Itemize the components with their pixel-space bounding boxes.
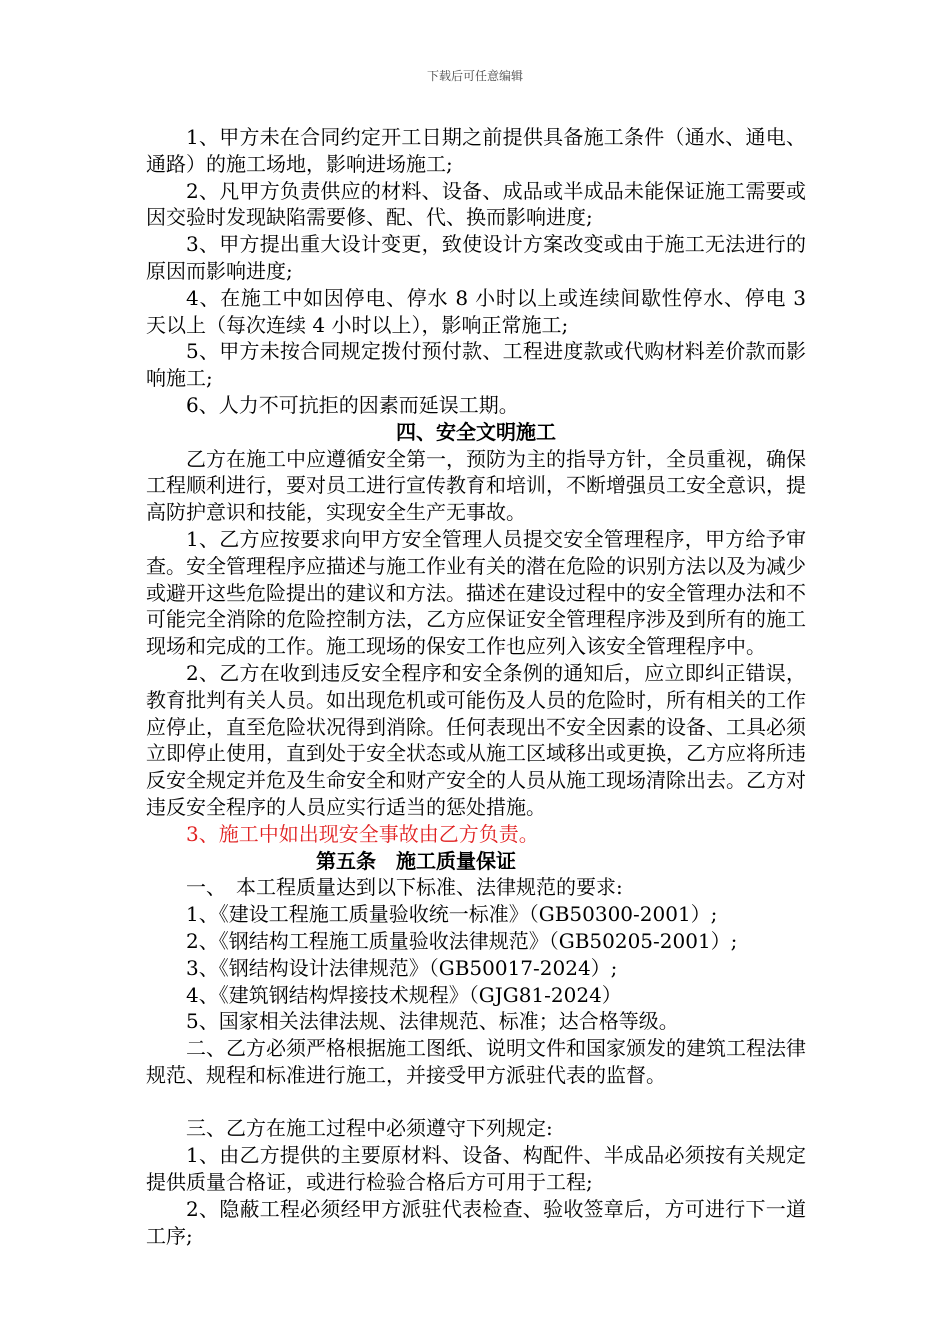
delay-clause-3: 3、甲方提出重大设计变更，致使设计方案改变或由于施工无法进行的原因而影响进度; (146, 232, 806, 283)
quality-standards-intro: 一、 本工程质量达到以下标准、法律规范的要求: (186, 875, 623, 900)
standard-item-3: 3、《钢结构设计法律规范》（GB50017-2024）; (186, 955, 618, 980)
section-heading-safety: 四、安全文明施工 (396, 419, 556, 444)
standard-item-2: 2、《钢结构工程施工质量验收法律规范》（GB50205-2001）; (186, 928, 738, 953)
quality-clause-three: 三、乙方在施工过程中必须遵守下列规定: (186, 1116, 553, 1141)
delay-clause-5: 5、甲方未按合同规定拨付预付款、工程进度款或代购材料差价款而影响施工; (146, 339, 806, 391)
delay-clause-6: 6、人力不可抗拒的因素而延误工期。 (186, 392, 519, 417)
quality-clause-two: 二、乙方必须严格根据施工图纸、说明文件和国家颁发的建筑工程法律规范、规程和标准进行施工，并接受甲方派驻代表的监督。 (146, 1036, 806, 1087)
blank-line (146, 1089, 806, 1116)
rule-item-1: 1、由乙方提供的主要原材料、设备、构配件、半成品必须按有关规定提供质量合格证，或进行检验合格后方可用于工程; (146, 1143, 806, 1195)
safety-intro: 乙方在施工中应遵循安全第一，预防为主的指导方针，全员重视，确保工程顺利进行，要对员工进行宣传教育和培训，不断增强员工安全意识，提高防护意识和技能，实现安全生产无事故。 (146, 446, 806, 525)
section-heading-quality: 第五条 施工质量保证 (316, 848, 516, 873)
standard-item-5: 5、国家相关法律法规、法律规范、标准；达合格等级。 (186, 1009, 679, 1034)
safety-clause-1: 1、乙方应按要求向甲方安全管理人员提交安全管理程序，甲方给予审查。安全管理程序应描述与施工作业有关的潜在危险的识别方法以及为减少或避开这些危险提出的建议和方法。描述在建设过程中的安全管理办法和不可能完全消除的危险控制方法，乙方应保证安全管理程序涉及到所有的施工现场和完成的工作。施工现场的保安工作也应列入该安全管理程序中。 (146, 526, 806, 659)
document-body (146, 124, 806, 1249)
standard-item-4: 4、《建筑钢结构焊接技术规程》（GJG81-2024） (186, 982, 622, 1007)
delay-clause-2: 2、凡甲方负责供应的材料、设备、成品或半成品未能保证施工需要或因交验时发现缺陷需要修、配、代、换而影响进度; (146, 178, 806, 230)
page-header: 下载后可任意编辑 (426, 69, 523, 83)
rule-item-2: 2、隐蔽工程必须经甲方派驻代表检查、验收签章后，方可进行下一道工序; (146, 1196, 806, 1248)
delay-clause-4: 4、在施工中如因停电、停水 8 小时以上或连续间歇性停水、停电 3 天以上（每次连续 4 小时以上），影响正常施工; (146, 285, 806, 337)
safety-clause-2: 2、乙方在收到违反安全程序和安全条例的通知后，应立即纠正错误，教育批判有关人员。如出现危机或可能伤及人员的危险时，所有相关的工作应停止，直至危险状况得到消除。任何表现出不安全因素的设备、工具必须立即停止使用，直到处于安全状态或从施工区域移出或更换，乙方应将所违反安全规定并危及生命安全和财产安全的人员从施工现场清除出去。乙方对违反安全程序的人员应实行适当的惩处措施。 (146, 660, 806, 819)
safety-clause-3-highlight: 3、施工中如出现安全事故由乙方负责。 (186, 821, 539, 846)
standard-item-1: 1、《建设工程施工质量验收统一标准》（GB50300-2001）; (186, 902, 718, 927)
delay-clause-1: 1、甲方未在合同约定开工日期之前提供具备施工条件（通水、通电、通路）的施工场地，影响进场施工; (146, 125, 806, 176)
